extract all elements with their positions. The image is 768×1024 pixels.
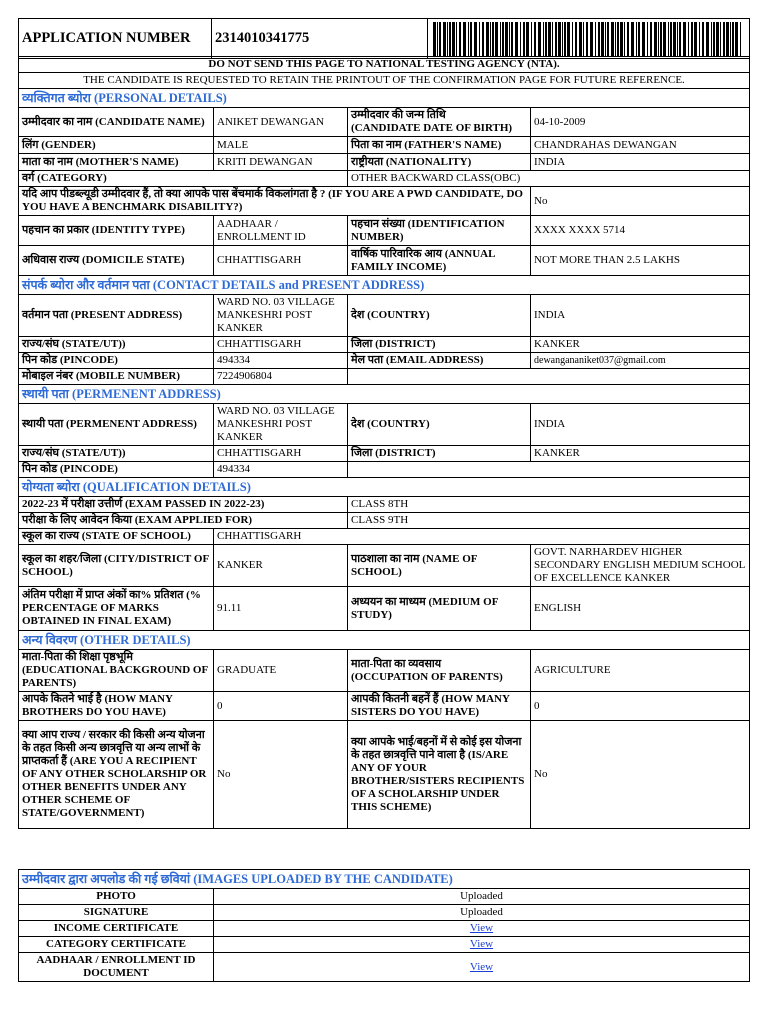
barcode-bar: [463, 22, 466, 56]
barcode-bar: [447, 22, 448, 56]
gender-value: MALE: [214, 137, 348, 154]
state-value: CHHATTISGARH: [214, 337, 348, 353]
barcode-bar: [673, 22, 676, 56]
section-images-uploaded: उम्मीदवार द्वारा अपलोड की गई छवियां (IMAGES UPLOADED BY THE CANDIDATE): [19, 870, 750, 889]
barcode-bar: [490, 22, 491, 56]
school-state-value: CHHATTISGARH: [214, 529, 750, 545]
domicile-state-value: CHHATTISGARH: [214, 246, 348, 276]
other-scholarship-label: क्या आप राज्य / सरकार की किसी अन्य योजना के तहत किसी अन्य छात्रवृत्ति या अन्य लाभों के प्राप्तकर्ता हैं (ARE YOU A RECIPIENT OF ANY OTHER SCHOLARSHIP OR OTHER BENEFITS UNDER ANY OTHER SCHEME OF STATE/GOVERNMENT): [19, 721, 214, 829]
empty-cell: [348, 369, 750, 385]
barcode-bar: [439, 22, 441, 56]
brothers-value: 0: [214, 692, 348, 721]
section-permanent-address: स्थायी पता (PERMENENT ADDRESS): [19, 385, 750, 404]
father-name-label: पिता का नाम (FATHER'S NAME): [348, 137, 531, 154]
present-address-value: WARD NO. 03 VILLAGE MANKESHRI POST KANKER: [214, 295, 348, 337]
parents-occupation-value: AGRICULTURE: [531, 650, 750, 692]
school-name-value: GOVT. NARHARDEV HIGHER SECONDARY ENGLISH MEDIUM SCHOOL OF EXCELLENCE KANKER: [531, 545, 750, 587]
barcode-bar: [650, 22, 652, 56]
present-address-label: वर्तमान पता (PRESENT ADDRESS): [19, 295, 214, 337]
barcode-bar: [474, 22, 477, 56]
barcode-bar: [663, 22, 666, 56]
aadhaar-document-cell: [214, 953, 750, 982]
barcode-bar: [433, 22, 436, 56]
category-certificate-cell: [214, 937, 750, 953]
barcode-bar: [654, 22, 657, 56]
barcode-bar: [670, 22, 672, 56]
barcode-bar: [479, 22, 480, 56]
nationality-value: INDIA: [531, 154, 750, 171]
barcode-bar: [495, 22, 498, 56]
barcode-bar: [716, 22, 719, 56]
barcode-bar: [502, 22, 504, 56]
parents-education-label: माता-पिता की शिक्षा पृष्ठभूमि (EDUCATIONAL BACKGROUND OF PARENTS): [19, 650, 214, 692]
barcode-bar: [732, 22, 734, 56]
barcode-bar: [607, 22, 609, 56]
barcode-bar: [548, 22, 551, 56]
state-label: राज्य/संघ (STATE/UT)): [19, 337, 214, 353]
category-label: वर्ग (CATEGORY): [19, 171, 348, 187]
barcode-bar: [699, 22, 700, 56]
barcode-bar: [523, 22, 525, 56]
barcode-cell: [428, 19, 750, 59]
barcode-bar: [552, 22, 553, 56]
percentage-label: अंतिम परीक्षा में प्राप्त अंकों का% प्रतिशत (% PERCENTAGE OF MARKS OBTAINED IN FINAL EXAM): [19, 587, 214, 631]
medium-value: ENGLISH: [531, 587, 750, 631]
section-other-details: अन्य विवरण (OTHER DETAILS): [19, 631, 750, 650]
identity-type-label: पहचान का प्रकार (IDENTITY TYPE): [19, 216, 214, 246]
mother-name-label: माता का नाम (MOTHER'S NAME): [19, 154, 214, 171]
signature-label: SIGNATURE: [19, 905, 214, 921]
barcode-bar: [538, 22, 541, 56]
barcode-bar: [520, 22, 521, 56]
income-certificate-view-link[interactable]: View: [469, 922, 494, 934]
barcode-bar: [683, 22, 686, 56]
barcode-bar: [586, 22, 588, 56]
barcode-bar: [509, 22, 510, 56]
identification-number-value: XXXX XXXX 5714: [531, 216, 750, 246]
brothers-label: आपके कितने भाई है (HOW MANY BROTHERS DO YOU HAVE): [19, 692, 214, 721]
barcode-bar: [459, 22, 461, 56]
barcode-bar: [624, 22, 625, 56]
exam-passed-label: 2022-23 में परीक्षा उत्तीर्ण (EXAM PASSED IN 2022-23): [19, 497, 348, 513]
barcode-bar: [505, 22, 508, 56]
barcode-bar: [694, 22, 697, 56]
section-contact-details: संपर्क ब्योरा और वर्तमान पता (CONTACT DETAILS and PRESENT ADDRESS): [19, 276, 750, 295]
barcode-bar: [564, 22, 566, 56]
exam-passed-value: CLASS 8TH: [348, 497, 750, 513]
barcode-icon: [431, 22, 747, 56]
barcode-bar: [730, 22, 731, 56]
mother-name-value: KRITI DEWANGAN: [214, 154, 348, 171]
other-scholarship-value: No: [214, 721, 348, 829]
notice-line-1: DO NOT SEND THIS PAGE TO NATIONAL TESTING AGENCY (NTA).: [19, 57, 750, 73]
parents-occupation-label: माता-पिता का व्यवसाय (OCCUPATION OF PARENTS): [348, 650, 531, 692]
district-label: जिला (DISTRICT): [348, 337, 531, 353]
country-label: देश (COUNTRY): [348, 295, 531, 337]
income-certificate-label: INCOME CERTIFICATE: [19, 921, 214, 937]
barcode-bar: [740, 22, 741, 56]
barcode-bar: [449, 22, 451, 56]
barcode-bar: [545, 22, 547, 56]
candidate-name-label: उम्मीदवार का नाम (CANDIDATE NAME): [19, 108, 214, 137]
empty-cell: [348, 462, 750, 478]
dob-value: 04-10-2009: [531, 108, 750, 137]
district-value: KANKER: [531, 337, 750, 353]
country-value: INDIA: [531, 295, 750, 337]
domicile-state-label: अधिवास राज्य (DOMICILE STATE): [19, 246, 214, 276]
permanent-address-label: स्थायी पता (PERMENENT ADDRESS): [19, 404, 214, 446]
candidate-name-value: ANIKET DEWANGAN: [214, 108, 348, 137]
signature-status: Uploaded: [214, 905, 750, 921]
annual-income-value: NOT MORE THAN 2.5 LAKHS: [531, 246, 750, 276]
father-name-value: CHANDRAHAS DEWANGAN: [531, 137, 750, 154]
photo-label: PHOTO: [19, 889, 214, 905]
barcode-bar: [482, 22, 484, 56]
barcode-bar: [601, 22, 604, 56]
barcode-bar: [723, 22, 725, 56]
sibling-scholarship-value: No: [531, 721, 750, 829]
medium-label: अध्ययन का माध्यम (MEDIUM OF STUDY): [348, 587, 531, 631]
sibling-scholarship-label: क्या आपके भाई/बहनों में से कोई इस योजना के तहत छात्रवृत्ति पाने वाला है (IS/ARE ANY OF YOUR BROTHER/SISTERS RECIPIENTS OF A SCHOLARSHIP UNDER THIS SCHEME): [348, 721, 531, 829]
aadhaar-document-view-link[interactable]: View: [469, 960, 494, 973]
dob-label: उम्मीदवार की जन्म तिथि (CANDIDATE DATE OF BIRTH): [348, 108, 531, 137]
school-city-label: स्कूल का शहर/जिला (CITY/DISTRICT OF SCHOOL): [19, 545, 214, 587]
perm-state-value: CHHATTISGARH: [214, 446, 348, 462]
barcode-bar: [468, 22, 469, 56]
barcode-bar: [492, 22, 494, 56]
barcode-bar: [555, 22, 557, 56]
category-value: OTHER BACKWARD CLASS(OBC): [348, 171, 750, 187]
category-certificate-label: CATEGORY CERTIFICATE: [19, 937, 214, 953]
barcode-bar: [688, 22, 689, 56]
mobile-label: मोबाइल नंबर (MOBILE NUMBER): [19, 369, 214, 385]
barcode-bar: [572, 22, 573, 56]
barcode-bar: [590, 22, 593, 56]
barcode-bar: [470, 22, 472, 56]
barcode-bar: [636, 22, 637, 56]
category-certificate-view-link[interactable]: View: [469, 938, 494, 950]
header-table: [18, 18, 750, 59]
section-qualification-details: योग्यता ब्योरा (QUALIFICATION DETAILS): [19, 478, 750, 497]
barcode-bar: [456, 22, 457, 56]
barcode-bar: [631, 22, 634, 56]
nationality-label: राष्ट्रीयता (NATIONALITY): [348, 154, 531, 171]
pincode-label: पिन कोड (PINCODE): [19, 353, 214, 369]
exam-applied-value: CLASS 9TH: [348, 513, 750, 529]
perm-country-value: INDIA: [531, 404, 750, 446]
barcode-bar: [627, 22, 629, 56]
barcode-bar: [668, 22, 669, 56]
barcode-bar: [598, 22, 600, 56]
photo-status: Uploaded: [214, 889, 750, 905]
images-table: [18, 869, 750, 982]
barcode-bar: [452, 22, 455, 56]
perm-country-label: देश (COUNTRY): [348, 404, 531, 446]
barcode-bar: [611, 22, 614, 56]
barcode-bar: [543, 22, 544, 56]
gender-label: लिंग (GENDER): [19, 137, 214, 154]
form-table: [18, 56, 750, 829]
perm-district-label: जिला (DISTRICT): [348, 446, 531, 462]
pincode-value: 494334: [214, 353, 348, 369]
barcode-bar: [620, 22, 623, 56]
barcode-bar: [658, 22, 659, 56]
sisters-value: 0: [531, 692, 750, 721]
barcode-bar: [642, 22, 645, 56]
barcode-bar: [679, 22, 681, 56]
parents-education-value: GRADUATE: [214, 650, 348, 692]
barcode-bar: [526, 22, 529, 56]
barcode-bar: [534, 22, 536, 56]
section-personal-details: व्यक्तिगत ब्योरा (PERSONAL DETAILS): [19, 89, 750, 108]
barcode-bar: [702, 22, 704, 56]
school-name-label: पाठशाला का नाम (NAME OF SCHOOL): [348, 545, 531, 587]
identity-type-value: AADHAAR / ENROLLMENT ID: [214, 216, 348, 246]
barcode-bar: [595, 22, 596, 56]
pwd-label: यदि आप पीडब्ल्यूडी उम्मीदवार हैं, तो क्या आपके पास बेंचमार्क विकलांगता है ? (IF YOU ARE A PWD CANDIDATE, DO YOU HAVE A BENCHMARK DISABILITY?): [19, 187, 531, 216]
barcode-bar: [615, 22, 616, 56]
barcode-bar: [660, 22, 662, 56]
exam-applied-label: परीक्षा के लिए आवेदन किया (EXAM APPLIED FOR): [19, 513, 348, 529]
barcode-bar: [617, 22, 619, 56]
barcode-bar: [486, 22, 489, 56]
notice-line-2: THE CANDIDATE IS REQUESTED TO RETAIN THE PRINTOUT OF THE CONFIRMATION PAGE FOR FUTURE REFERENCE.: [19, 73, 750, 89]
barcode-bar: [562, 22, 563, 56]
sisters-label: आपकी कितनी बहनें हैं (HOW MANY SISTERS DO YOU HAVE): [348, 692, 531, 721]
barcode-bar: [579, 22, 582, 56]
barcode-bar: [605, 22, 606, 56]
barcode-bar: [677, 22, 678, 56]
barcode-bar: [531, 22, 532, 56]
barcode-bar: [558, 22, 561, 56]
barcode-bar: [706, 22, 709, 56]
perm-district-value: KANKER: [531, 446, 750, 462]
permanent-address-value: WARD NO. 03 VILLAGE MANKESHRI POST KANKER: [214, 404, 348, 446]
school-state-label: स्कूल का राज्य (STATE OF SCHOOL): [19, 529, 214, 545]
barcode-bar: [437, 22, 438, 56]
perm-state-label: राज्य/संघ (STATE/UT)): [19, 446, 214, 462]
barcode-bar: [647, 22, 648, 56]
identification-number-label: पहचान संख्या (IDENTIFICATION NUMBER): [348, 216, 531, 246]
barcode-bar: [515, 22, 518, 56]
percentage-value: 91.11: [214, 587, 348, 631]
email-value: dewangananiket037@gmail.com: [531, 353, 750, 369]
barcode-bar: [691, 22, 693, 56]
application-number-value: 2314010341775: [212, 19, 428, 59]
school-city-value: KANKER: [214, 545, 348, 587]
pwd-value: No: [531, 187, 750, 216]
application-number-label: APPLICATION NUMBER: [19, 19, 212, 59]
barcode-bar: [735, 22, 738, 56]
annual-income-label: वार्षिक पारिवारिक आय (ANNUAL FAMILY INCOME): [348, 246, 531, 276]
barcode-bar: [713, 22, 715, 56]
mobile-value: 7224906804: [214, 369, 348, 385]
aadhaar-document-label: AADHAAR / ENROLLMENT ID DOCUMENT: [19, 953, 214, 982]
email-label: मेल पता (EMAIL ADDRESS): [348, 353, 531, 369]
barcode-bar: [638, 22, 640, 56]
barcode-bar: [500, 22, 501, 56]
barcode-bar: [567, 22, 570, 56]
income-certificate-cell: [214, 921, 750, 937]
perm-pincode-value: 494334: [214, 462, 348, 478]
barcode-bar: [511, 22, 513, 56]
perm-pincode-label: पिन कोड (PINCODE): [19, 462, 214, 478]
barcode-bar: [575, 22, 577, 56]
barcode-bar: [726, 22, 729, 56]
barcode-bar: [720, 22, 721, 56]
barcode-bar: [583, 22, 584, 56]
barcode-bar: [711, 22, 712, 56]
barcode-bar: [443, 22, 446, 56]
